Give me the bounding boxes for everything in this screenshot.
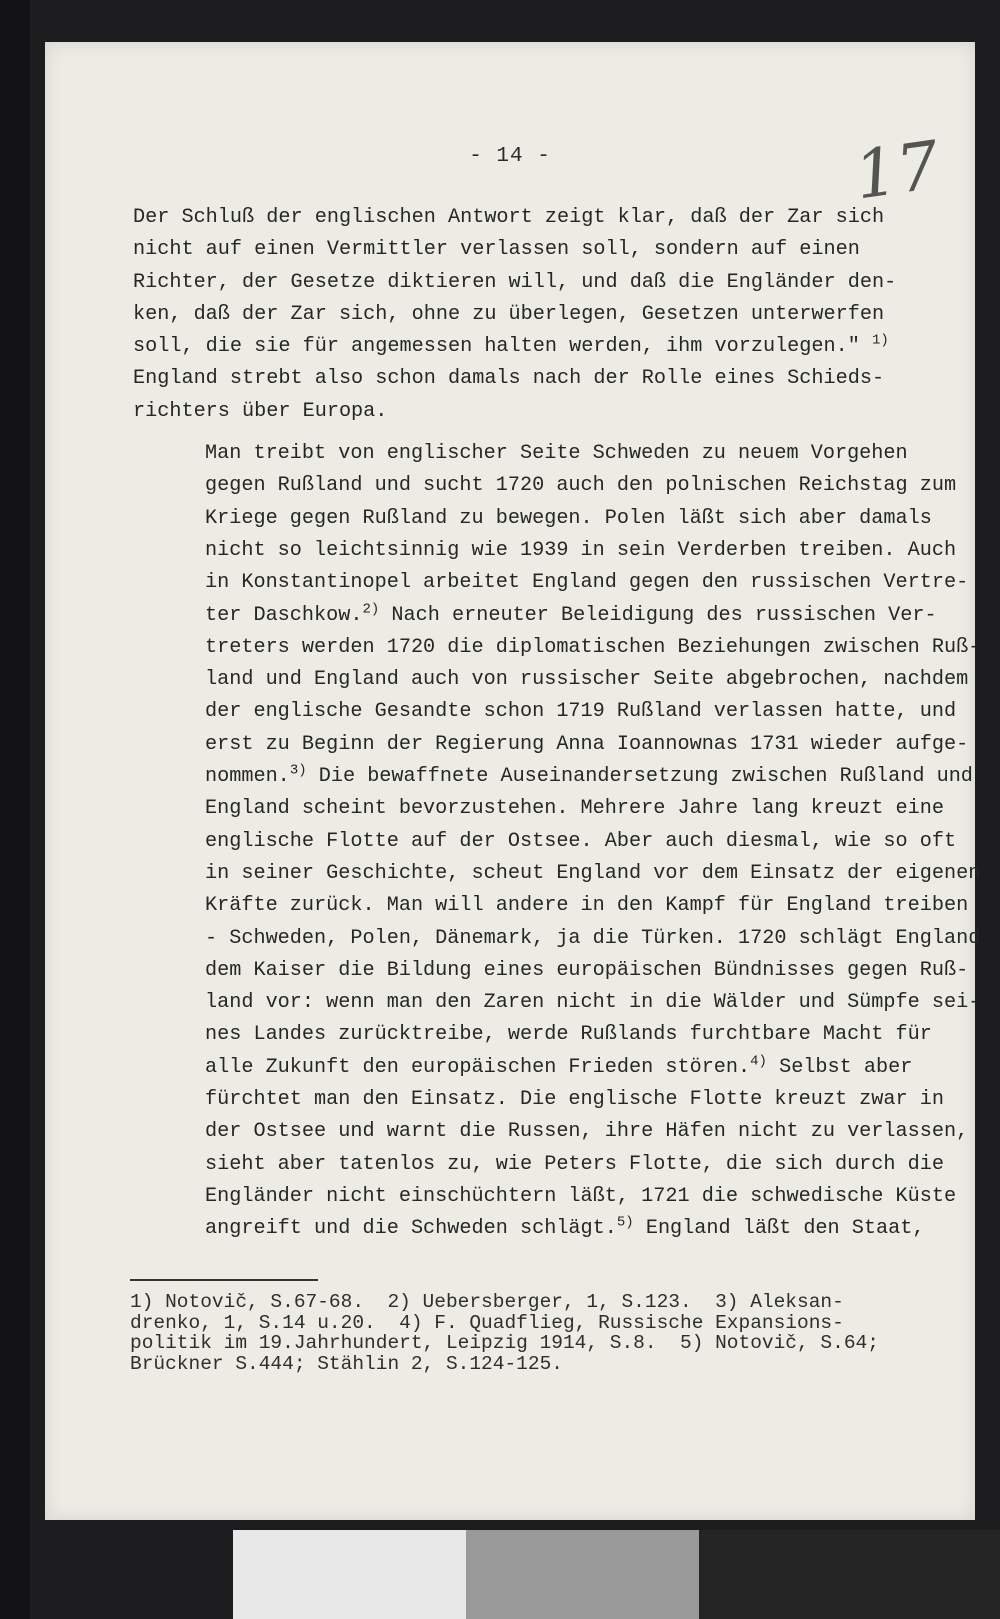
text-line: erst zu Beginn der Regierung Anna Ioannownas 1731 wieder aufge- (205, 732, 969, 756)
footnote-ref-4: 4) (750, 1052, 767, 1069)
text-line: der Ostsee und warnt die Russen, ihre Häfen nicht zu verlassen, (205, 1120, 969, 1144)
footnote-divider (130, 1279, 318, 1281)
footnote-ref-1: 1) (872, 332, 889, 349)
text-line: England scheint bevorzustehen. Mehrere Jahre lang kreuzt eine (205, 797, 944, 821)
body-text (133, 202, 981, 1246)
footnote-line: politik im 19.Jahrhundert, Leipzig 1914, S.8. 5) Notovič, S.64; (130, 1332, 879, 1354)
calibration-strip-dark (699, 1530, 1000, 1619)
text-line: Der Schluß der englischen Antwort zeigt klar, daß der Zar sich (133, 206, 885, 229)
scan-border (0, 0, 30, 1619)
text-line: nicht auf einen Vermittler verlassen soll, sondern auf einen (133, 238, 860, 262)
text-line: Kräfte zurück. Man will andere in den Kampf für England treiben (205, 894, 969, 918)
text-segment: ter Daschkow. (205, 603, 363, 627)
paragraph-1 (133, 202, 943, 428)
text-line: - Schweden, Polen, Dänemark, ja die Türken. 1720 schlägt England (205, 926, 981, 950)
calibration-strip-light (233, 1530, 466, 1619)
footnote-ref-3: 3) (289, 762, 307, 779)
footnote-ref-5: 5) (616, 1214, 634, 1231)
text-line: Kriege gegen Rußland zu bewegen. Polen läßt sich aber damals (205, 506, 932, 530)
text-line: treters werden 1720 die diplomatischen Beziehungen zwischen Ruß- (205, 635, 981, 659)
text-line: englische Flotte auf der Ostsee. Aber auch diesmal, wie so oft (205, 829, 957, 853)
text-line: fürchtet man den Einsatz. Die englische Flotte kreuzt zwar in (205, 1088, 944, 1112)
text-line: in seiner Geschichte, scheut England vor dem Einsatz der eigenen (205, 861, 981, 885)
text-line: richters über Europa. (133, 399, 388, 423)
paragraph-2 (133, 438, 981, 1245)
text-segment: alle Zukunft den europäischen Frieden stören. (205, 1055, 751, 1079)
footnote-ref-2: 2) (362, 600, 380, 617)
footnote-line: Brückner S.444; Stählin 2, S.124-125. (130, 1352, 563, 1375)
text-line (133, 331, 943, 363)
text-line (133, 600, 943, 632)
text-segment: Selbst aber (766, 1055, 913, 1079)
footnotes (130, 1292, 960, 1374)
footnote-line: drenko, 1, S.14 u.20. 4) F. Quadflieg, Russische Expansions- (130, 1311, 844, 1334)
text-line: nes Landes zurücktreibe, werde Rußlands furchtbare Macht für (205, 1023, 932, 1047)
text-line: ken, daß der Zar sich, ohne zu überlegen, Gesetzen unterwerfen (133, 302, 885, 326)
text-line: England strebt also schon damals nach der Rolle eines Schieds- (133, 367, 885, 391)
text-line: dem Kaiser die Bildung eines europäischen Bündnisses gegen Ruß- (205, 958, 969, 982)
text-segment: England läßt den Staat, (633, 1217, 925, 1241)
text-line: Man treibt von englischer Seite Schweden zu neuem Vorgehen (205, 442, 908, 466)
text-line: land vor: wenn man den Zaren nicht in die Wälder und Sümpfe sei- (205, 991, 981, 1015)
text-line: nicht so leichtsinnig wie 1939 in sein Verderben treiben. Auch (205, 538, 957, 562)
text-line: Richter, der Gesetze diktieren will, und daß die Engländer den- (133, 270, 897, 294)
page-number: - 14 - (469, 145, 551, 168)
text-line: sieht aber tatenlos zu, wie Peters Flotte, die sich durch die (205, 1152, 944, 1176)
calibration-strip-gray (466, 1530, 699, 1619)
text-segment: angreift und die Schweden schlägt. (205, 1217, 617, 1241)
text-line: Engländer nicht einschüchtern läßt, 1721 die schwedische Küste (205, 1184, 957, 1208)
text-line: gegen Rußland und sucht 1720 auch den polnischen Reichstag zum (205, 474, 957, 498)
text-line (133, 761, 973, 793)
text-segment: soll, die sie für angemessen halten werden, ihm vorzulegen." (133, 335, 860, 359)
text-line (133, 1213, 943, 1245)
text-line: in Konstantinopel arbeitet England gegen den russischen Vertre- (205, 571, 969, 595)
text-segment: Die bewaffnete Auseinandersetzung zwischen Rußland und (306, 765, 973, 789)
text-line (133, 1052, 943, 1084)
document-page (45, 42, 981, 1520)
text-line: land und England auch von russischer Seite abgebrochen, nachdem (205, 668, 969, 692)
text-segment: nommen. (205, 765, 290, 789)
text-segment: Nach erneuter Beleidigung des russischen Ver- (379, 603, 937, 627)
footnote-line: 1) Notovič, S.67-68. 2) Uebersberger, 1, S.123. 3) Aleksan- (130, 1291, 844, 1313)
archive-folio-number: 17 (850, 126, 944, 215)
text-line: der englische Gesandte schon 1719 Rußland verlassen hatte, und (205, 700, 957, 724)
